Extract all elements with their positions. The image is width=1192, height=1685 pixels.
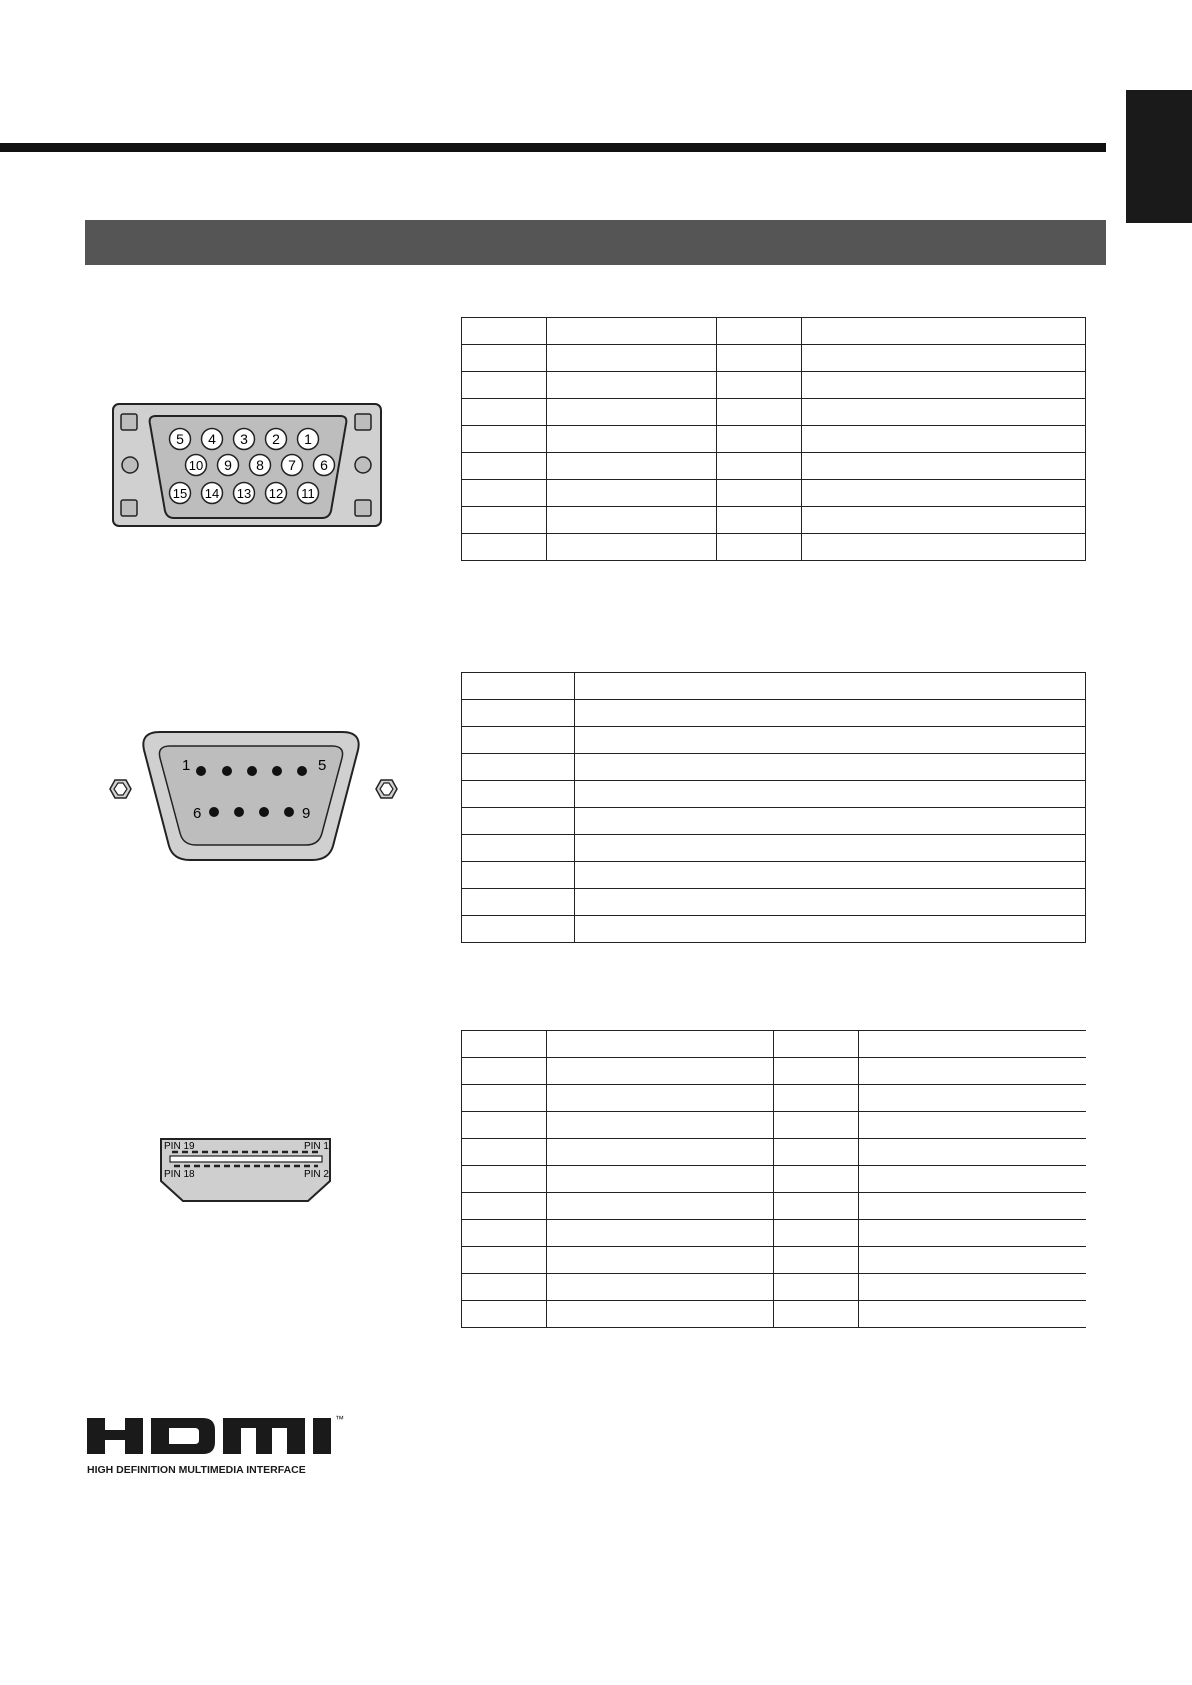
rs232c-connector-diagram bbox=[100, 728, 410, 863]
table-row bbox=[462, 345, 1086, 372]
hdmi-pin-table bbox=[461, 1030, 1086, 1328]
top-rule bbox=[0, 143, 1106, 152]
vga-pin-label: 4 bbox=[208, 431, 216, 447]
vga-pin-label: 5 bbox=[176, 431, 184, 447]
vga-pin-label: 7 bbox=[288, 457, 296, 473]
hdmi-pin-label: PIN 18 bbox=[164, 1169, 195, 1180]
table-row bbox=[462, 1220, 1086, 1247]
rs232c-pin-label: 9 bbox=[302, 805, 311, 822]
vga-pin-label: 10 bbox=[188, 458, 204, 473]
hdmi-connector-diagram bbox=[155, 1135, 335, 1205]
vga-pin-label: 9 bbox=[224, 457, 232, 473]
table-row bbox=[462, 318, 1086, 345]
table-row bbox=[462, 754, 1086, 781]
table-row bbox=[462, 399, 1086, 426]
hdmi-trademark: ™ bbox=[335, 1414, 344, 1424]
table-row bbox=[462, 1112, 1086, 1139]
vga-pin-label: 15 bbox=[172, 486, 188, 501]
vga-pin-label: 13 bbox=[236, 486, 252, 501]
table-row bbox=[462, 1301, 1086, 1328]
hdmi-logo bbox=[85, 1410, 345, 1480]
table-row bbox=[462, 507, 1086, 534]
vga-pin-label: 12 bbox=[268, 486, 284, 501]
table-row bbox=[462, 1193, 1086, 1220]
table-row bbox=[462, 1247, 1086, 1274]
hdmi-pin-label: PIN 19 bbox=[164, 1141, 195, 1152]
rs232c-pin-label: 6 bbox=[193, 805, 202, 822]
table-row bbox=[462, 862, 1086, 889]
vga-pin-label: 1 bbox=[304, 431, 312, 447]
table-row bbox=[462, 1085, 1086, 1112]
rs232c-pin-table bbox=[461, 672, 1086, 943]
vga-pin-table bbox=[461, 317, 1086, 561]
table-row bbox=[462, 1166, 1086, 1193]
vga-pin-label: 3 bbox=[240, 431, 248, 447]
hdmi-logo-tagline: HIGH DEFINITION MULTIMEDIA INTERFACE bbox=[87, 1464, 306, 1476]
table-row bbox=[462, 372, 1086, 399]
table-row bbox=[462, 1058, 1086, 1085]
table-row bbox=[462, 534, 1086, 561]
section-side-tab bbox=[1126, 90, 1192, 223]
vga-pin-label: 8 bbox=[256, 457, 264, 473]
hdmi-pin-label: PIN 1 bbox=[303, 1141, 329, 1152]
table-row bbox=[462, 700, 1086, 727]
vga-pin-label: 14 bbox=[204, 486, 220, 501]
table-row bbox=[462, 673, 1086, 700]
table-row bbox=[462, 727, 1086, 754]
vga-pin-label: 6 bbox=[320, 457, 328, 473]
table-row bbox=[462, 453, 1086, 480]
vga-connector-diagram bbox=[110, 400, 386, 530]
vga-pin-label: 2 bbox=[272, 431, 280, 447]
table-row bbox=[462, 808, 1086, 835]
table-row bbox=[462, 1274, 1086, 1301]
table-row bbox=[462, 889, 1086, 916]
table-row bbox=[462, 1031, 1086, 1058]
vga-pin-label: 11 bbox=[301, 486, 315, 501]
table-row bbox=[462, 835, 1086, 862]
rs232c-pin-label: 5 bbox=[318, 757, 327, 774]
hdmi-pin-label: PIN 2 bbox=[303, 1169, 329, 1180]
rs232c-pin-label: 1 bbox=[182, 757, 191, 774]
table-row bbox=[462, 480, 1086, 507]
section-title-band bbox=[85, 220, 1106, 265]
table-row bbox=[462, 781, 1086, 808]
table-row bbox=[462, 426, 1086, 453]
table-row bbox=[462, 1139, 1086, 1166]
table-row bbox=[462, 916, 1086, 943]
